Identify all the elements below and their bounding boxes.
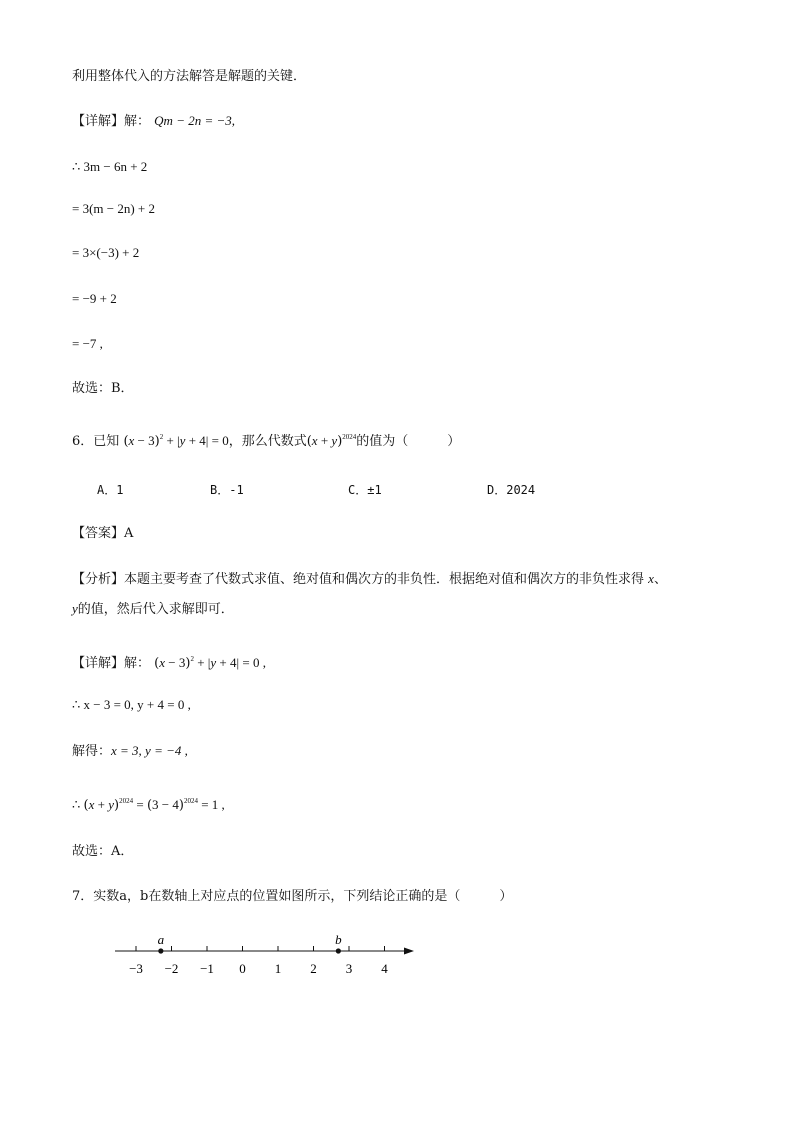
stem-part: 已知 — [93, 434, 120, 449]
number-line-figure — [110, 930, 430, 980]
q5-step-3: = 3×(−3) + 2 — [72, 245, 140, 260]
q5-step-1: ∴ 3m − 6n + 2 — [72, 159, 148, 174]
tick-label: −2 — [164, 961, 179, 976]
q6-detail-line: 【详解】解： $(x - 3)^2 + |y + 4| = 0$ , — [72, 655, 266, 671]
option-a[interactable]: A．1 — [97, 483, 124, 497]
question-number: 7． — [72, 889, 94, 904]
q5-step-4: = −9 + 2 — [72, 291, 117, 306]
tick-label: 1 — [274, 961, 282, 976]
analysis-tag: 【分析】 — [72, 572, 125, 587]
detail-tag: 【详解】 — [72, 114, 125, 129]
intro-line: 利用整体代入的方法解答是解题的关键． — [72, 69, 307, 84]
solve-prefix: 解得： — [72, 744, 112, 759]
q5-detail-line — [72, 112, 235, 131]
tick-label: −3 — [129, 961, 143, 976]
tick-label: 0 — [239, 961, 246, 976]
q6-analysis-line1: 【分析】本题主要考查了代数式求值、绝对值和偶次方的非负性．根据绝对值和偶次方的非负性求得 x、 — [72, 571, 667, 587]
stem-text: 实数a，b在数轴上对应点的位置如图所示，下列结论正确的是（ ） — [93, 889, 513, 904]
detail-prefix: 解： — [124, 656, 151, 671]
q5-choice: 故选：B． — [72, 381, 134, 396]
option-c[interactable]: C．±1 — [348, 483, 382, 497]
target-expression: $(x + y)^{2024}$ — [306, 433, 357, 449]
point-b — [336, 948, 341, 953]
question-number: 6． — [72, 434, 94, 449]
tick-label: 4 — [381, 961, 388, 976]
axis-arrow-icon — [404, 948, 414, 955]
q5-step-5: = −7 , — [72, 336, 103, 351]
q6-analysis-line2: y的值，然后代入求解即可． — [72, 601, 234, 617]
given-equation: Qm − 2n = −3, — [154, 113, 236, 128]
q5-step-2: = 3(m − 2n) + 2 — [72, 201, 156, 216]
given-expression: $(x - 3)^2 + |y + 4| = 0$ — [123, 433, 229, 449]
detail-prefix: 解： — [124, 114, 151, 129]
solve-values: x = 3, y = −4 , — [111, 743, 188, 758]
q6-solve-line — [72, 742, 188, 761]
tick-label: 3 — [345, 961, 353, 976]
q6-answer: 【答案】A — [72, 526, 134, 541]
tick-label: −1 — [200, 961, 214, 976]
q7-stem — [72, 888, 512, 906]
q6-step-3: ∴ $(x + y)^{2024} = (3 - 4)^{2024} = 1$ , — [72, 797, 225, 813]
q6-step-1: ∴ x − 3 = 0, y + 4 = 0 , — [72, 697, 191, 712]
point-b-label: b — [335, 932, 342, 947]
analysis-text: 本题主要考查了代数式求值、绝对值和偶次方的非负性．根据绝对值和偶次方的非负性求得 — [124, 572, 645, 587]
point-a-label: a — [157, 932, 165, 947]
option-b[interactable]: B．-1 — [210, 483, 244, 497]
point-a — [158, 948, 163, 953]
option-d[interactable]: D．2024 — [487, 483, 536, 497]
q6-choice: 故选：A． — [72, 844, 134, 859]
stem-part: ，那么代数式 — [228, 434, 307, 449]
tick-label: 2 — [310, 961, 317, 976]
stem-part: 的值为（ ） — [356, 434, 461, 449]
analysis-text: 的值，然后代入求解即可． — [77, 602, 234, 617]
detail-tag: 【详解】 — [72, 656, 125, 671]
q6-stem — [72, 428, 460, 451]
